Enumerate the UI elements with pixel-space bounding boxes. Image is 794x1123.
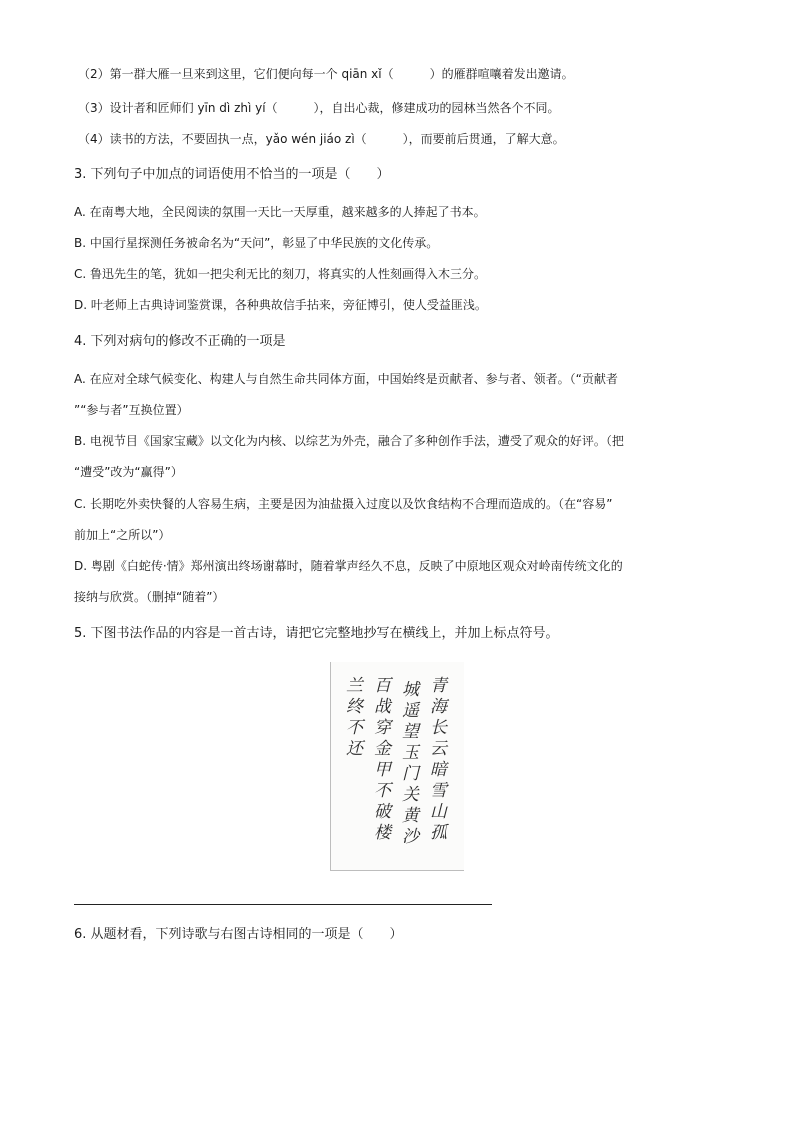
question-6: 6. 从题材看，下列诗歌与右图古诗相同的一项是（ ）	[74, 927, 403, 942]
q4-option-a-line2: ”“参与者”互换位置）	[74, 403, 189, 417]
calligraphy-column-2: 城遥望玉门关黄沙	[398, 680, 418, 848]
q3-option-a: A. 在南粤大地，全民阅读的氛围一天比一天厚重，越来越多的人捧起了书本。	[74, 205, 486, 219]
calligraphy-column-3: 百战穿金甲不破楼	[370, 676, 390, 844]
calligraphy-column-1: 青海长云暗雪山孤	[426, 676, 446, 844]
q4-option-c-line1: C. 长期吃外卖快餐的人容易生病，主要是因为油盐摄入过度以及饮食结构不合理而造成的。（在“容易”	[74, 497, 613, 511]
q3-option-c: C. 鲁迅先生的笔，犹如一把尖利无比的刻刀，将真实的人性刻画得入木三分。	[74, 267, 487, 281]
answer-blank-line[interactable]	[74, 904, 492, 905]
line-q2-item2: （2）第一群大雁一旦来到这里，它们便向每一个 qiān xǐ（ ）的雁群喧嚷着发出邀请。	[78, 67, 574, 81]
q3-option-d: D. 叶老师上古典诗词鉴赏课，各种典故信手拈来，旁征博引，使人受益匪浅。	[74, 298, 487, 312]
q4-option-d-line2: 接纳与欣赏。（删掉“随着”）	[74, 590, 225, 604]
q4-option-d-line1: D. 粤剧《白蛇传·情》郑州演出终场谢幕时，随着掌声经久不息，反映了中原地区观众对岭南传统文化的	[74, 559, 623, 573]
q4-option-c-line2: 前加上“之所以”）	[74, 528, 171, 542]
q4-option-b-line1: B. 电视节目《国家宝藏》以文化为内核、以综艺为外壳，融合了多种创作手法，遭受了观众的好评。（把	[74, 434, 624, 448]
question-3: 3. 下列句子中加点的词语使用不恰当的一项是（ ）	[74, 167, 390, 182]
line-q2-item4: （4）读书的方法，不要固执一点，yǎo wén jiáo zì（ ），而要前后贯通，了解大意。	[78, 132, 565, 146]
question-4: 4. 下列对病句的修改不正确的一项是	[74, 334, 286, 349]
question-5: 5. 下图书法作品的内容是一首古诗，请把它完整地抄写在横线上，并加上标点符号。	[74, 626, 559, 641]
calligraphy-column-4: 兰终不还	[342, 676, 362, 760]
calligraphy-artwork	[330, 662, 464, 871]
q3-option-b: B. 中国行星探测任务被命名为“天问”，彰显了中华民族的文化传承。	[74, 236, 439, 250]
q4-option-b-line2: “遭受”改为“赢得”）	[74, 465, 183, 479]
line-q2-item3: （3）设计者和匠师们 yīn dì zhì yí（ ），自出心裁，修建成功的园林当然各个不同。	[78, 101, 560, 115]
q4-option-a-line1: A. 在应对全球气候变化、构建人与自然生命共同体方面，中国始终是贡献者、参与者、领者。（“贡献者	[74, 372, 618, 386]
